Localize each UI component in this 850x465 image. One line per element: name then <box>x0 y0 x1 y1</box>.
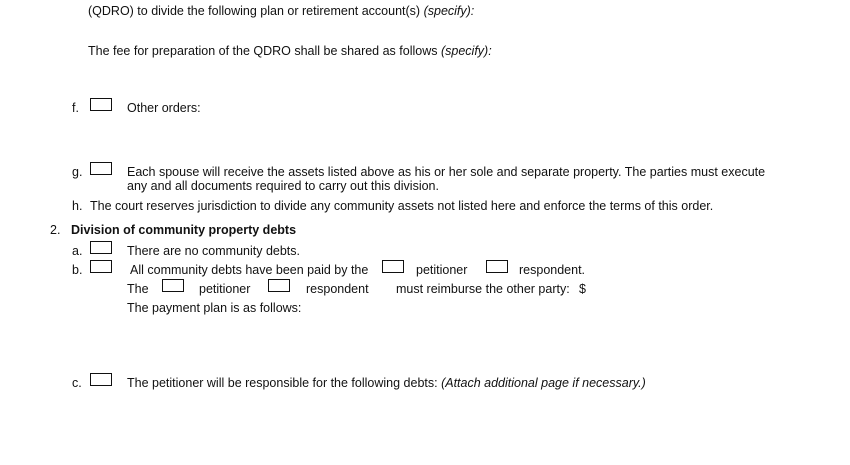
no-debts-checkbox[interactable] <box>90 241 112 254</box>
reimburse-respondent-checkbox[interactable] <box>268 279 290 292</box>
paid-by-petitioner-checkbox[interactable] <box>382 260 404 273</box>
separate-property-line1: Each spouse will receive the assets listed above as his or her sole and separate property. The parties must execute <box>127 165 766 179</box>
petitioner-debts-text: The petitioner will be responsible for the following debts: (Attach additional page if necessary.) <box>127 376 646 390</box>
paid-by-respondent-checkbox[interactable] <box>486 260 508 273</box>
item-h-letter: h. <box>72 199 83 213</box>
jurisdiction-text: The court reserves jurisdiction to divide any community assets not listed here and enforce the terms of this order. <box>90 199 714 213</box>
item-b-letter: b. <box>72 263 83 277</box>
petitioner-debts-checkbox[interactable] <box>90 373 112 386</box>
section-2-heading: Division of community property debts <box>71 223 297 237</box>
section-2-number: 2. <box>50 223 61 237</box>
item-c-letter: c. <box>72 376 82 390</box>
other-orders-checkbox[interactable] <box>90 98 112 111</box>
debts-paid-label: All community debts have been paid by the <box>130 263 369 277</box>
no-debts-label: There are no community debts. <box>127 244 300 258</box>
separate-property-line2: any and all documents required to carry out this division. <box>127 179 439 193</box>
fee-specify: (specify): <box>440 44 492 58</box>
reimburse-petitioner-label: petitioner <box>199 282 251 296</box>
payment-plan-label: The payment plan is as follows: <box>127 301 302 315</box>
reimburse-text: must reimburse the other party: <box>396 282 570 296</box>
reimburse-respondent-label: respondent <box>306 282 369 296</box>
item-g-letter: g. <box>72 165 83 179</box>
fee-text: The fee for preparation of the QDRO shall be shared as follows (specify): <box>88 44 492 58</box>
other-orders-label: Other orders: <box>127 101 201 115</box>
qdro-text: (QDRO) to divide the following plan or retirement account(s) (specify): <box>88 4 475 18</box>
debts-paid-checkbox[interactable] <box>90 260 112 273</box>
paid-by-respondent-label: respondent. <box>519 263 586 277</box>
dollar-sign: $ <box>579 282 586 296</box>
item-a-letter: a. <box>72 244 83 258</box>
separate-property-checkbox[interactable] <box>90 162 112 175</box>
item-f-letter: f. <box>72 101 79 115</box>
reimburse-the: The <box>127 282 149 296</box>
paid-by-petitioner-label: petitioner <box>416 263 468 277</box>
qdro-specify: (specify): <box>423 4 475 18</box>
reimburse-petitioner-checkbox[interactable] <box>162 279 184 292</box>
attach-page-note: (Attach additional page if necessary.) <box>441 376 646 390</box>
